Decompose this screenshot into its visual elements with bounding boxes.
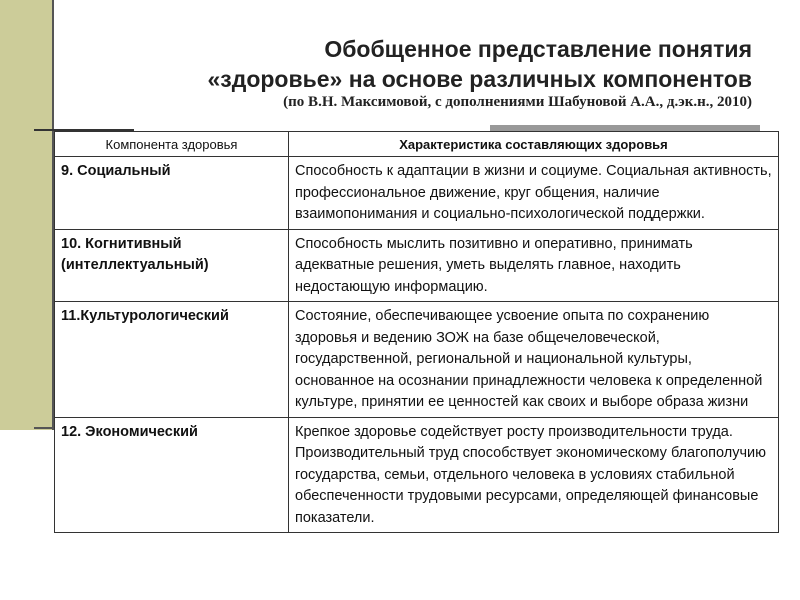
table-row xyxy=(55,157,779,230)
table-row xyxy=(55,302,779,418)
decorative-side-band xyxy=(0,0,52,430)
title-line-2: «здоровье» на основе различных компонентов xyxy=(207,66,752,92)
component-description: Способность к адаптации в жизни и социуме. Социальная активность, профессиональное движение, круг общения, наличие взаимопонимания и социально-психологической поддержки. xyxy=(289,157,779,230)
component-description: Состояние, обеспечивающее усвоение опыта по сохранению здоровья и ведению ЗОЖ на базе общечеловеческой, государственной, региональной и национальной культуры, основанное на осознании принадлежности человека к определенной культуре, принятии ее ценностей как своих и выборе образа жизни xyxy=(289,302,779,418)
table-row xyxy=(55,229,779,302)
title-subtitle: (по В.Н. Максимовой, с дополнениями Шабуновой А.А., д.эк.н., 2010) xyxy=(283,94,752,110)
component-description: Крепкое здоровье содействует росту производительности труда. Производительный труд способствует экономическому благополучию государства, семьи, отдельного человека в условиях стабильной обеспеченности трудовыми ресурсами, определяющей финансовые показатели. xyxy=(289,417,779,533)
title-line-1: Обобщенное представление понятия xyxy=(324,36,752,62)
component-name: 12. Экономический xyxy=(55,417,289,533)
component-name: 11.Культурологический xyxy=(55,302,289,418)
component-description: Способность мыслить позитивно и оперативно, принимать адекватные решения, уметь выделять главное, находить недостающую информацию. xyxy=(289,229,779,302)
table-row xyxy=(55,417,779,533)
column-header-component: Компонента здоровья xyxy=(55,132,289,157)
column-header-characteristic: Характеристика составляющих здоровья xyxy=(289,132,779,157)
decorative-corner-line xyxy=(34,427,54,429)
component-name: 9. Социальный xyxy=(55,157,289,230)
health-components-table xyxy=(54,131,779,533)
slide-title xyxy=(208,34,753,112)
component-name: 10. Когнитивный (интеллектуальный) xyxy=(55,229,289,302)
table-header-row xyxy=(55,132,779,157)
